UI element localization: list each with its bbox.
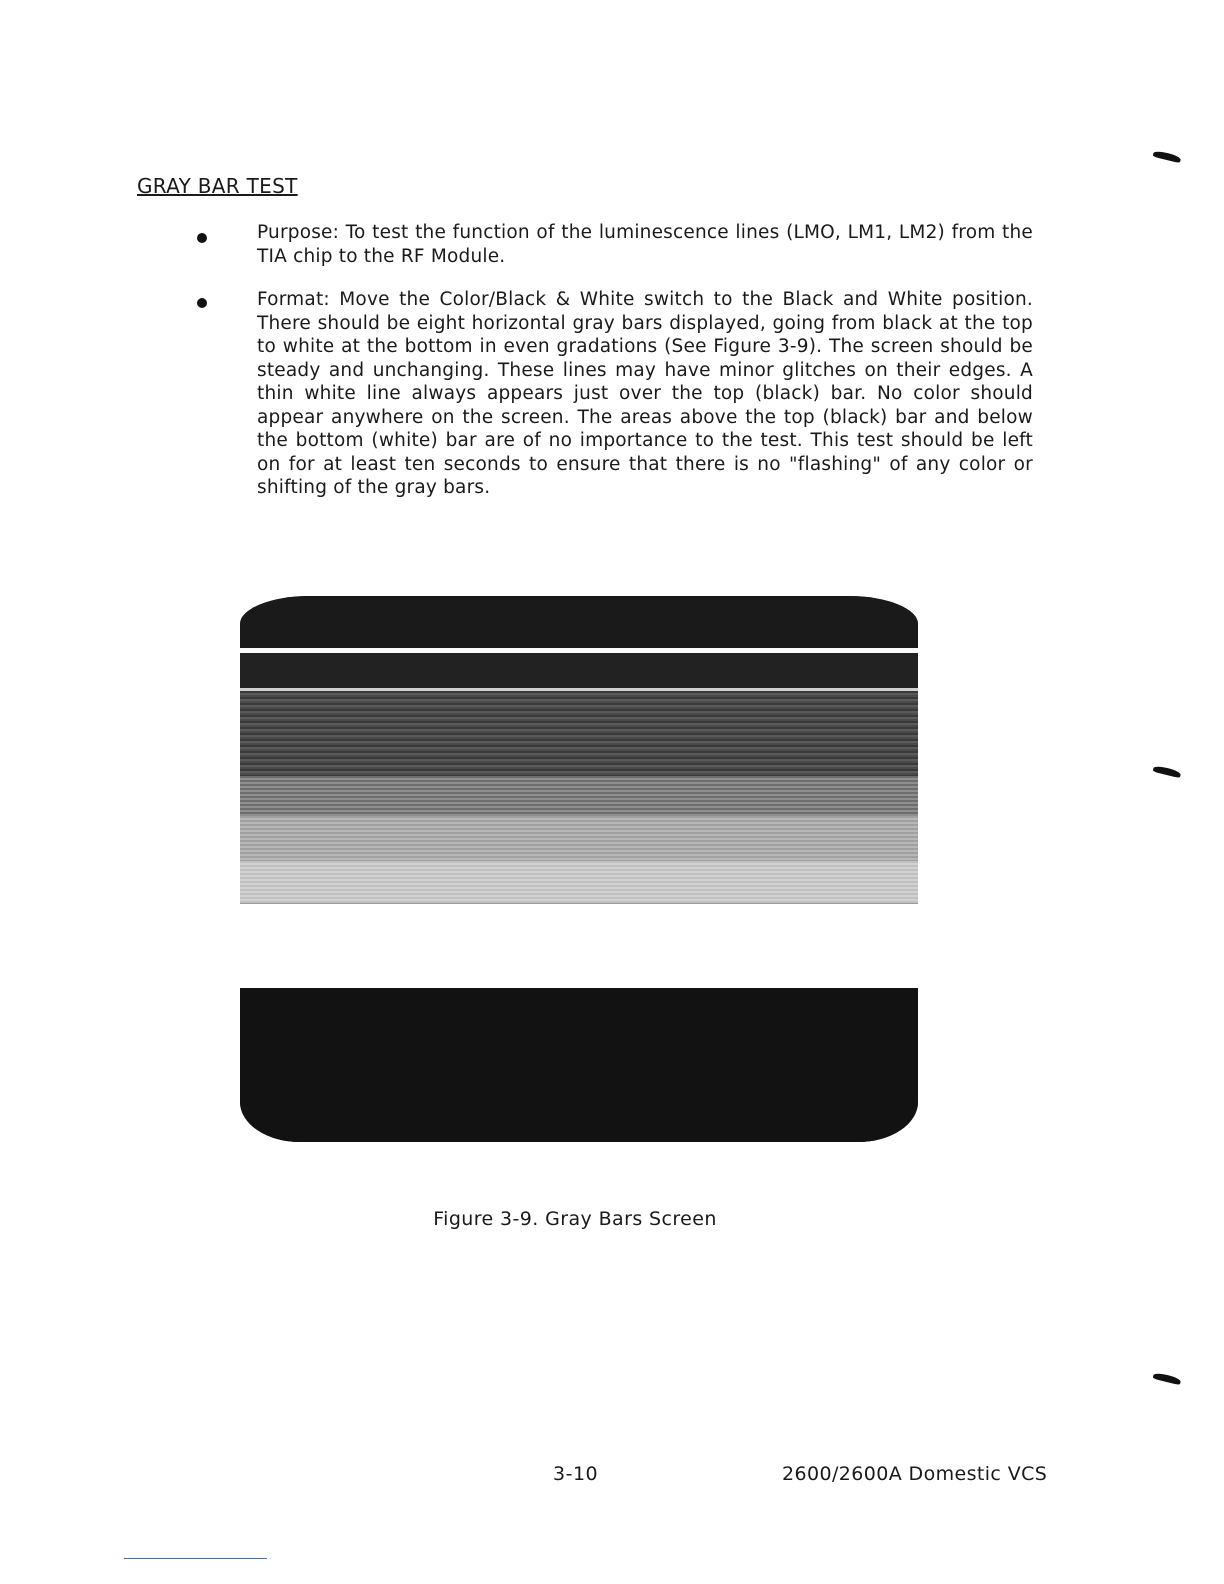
figure-caption: Figure 3-9. Gray Bars Screen xyxy=(433,1208,717,1230)
gray-bar-2 xyxy=(240,691,918,776)
gray-bar-5 xyxy=(240,861,918,903)
gray-bars-screen-figure xyxy=(240,596,918,1142)
gray-bar-1 xyxy=(240,653,918,688)
margin-mark xyxy=(1153,150,1182,164)
gray-bar-4 xyxy=(240,816,918,861)
document-title: 2600/2600A Domestic VCS xyxy=(782,1463,1048,1485)
margin-mark xyxy=(1153,765,1182,779)
format-paragraph: Format: Move the Color/Black & White switch to the Black and White position. There should be eight horizontal gray bars displayed, going from black at the top to white at the bottom in even gradations (See Figure 3-9). The screen should be steady and unchanging. These lines may have minor glitches on their edges. A thin white line always appears just over the top (black) bar. No color should appear anywhere on the screen. The areas above the top (black) bar and below the bottom (white) bar are of no importance to the test. This test should be left on for at least ten seconds to ensure that there is no "flashing" of any color or shifting of the gray bars. xyxy=(257,289,1033,498)
gray-bar-top-black xyxy=(240,596,918,648)
gray-bar-white xyxy=(240,903,918,989)
gray-bar-3 xyxy=(240,776,918,816)
purpose-paragraph: Purpose: To test the function of the luminescence lines (LMO, LM1, LM2) from the TIA chip to the RF Module. xyxy=(257,222,1033,267)
bullet-dot xyxy=(197,233,207,243)
margin-mark xyxy=(1153,1372,1182,1386)
footnote-rule xyxy=(124,1558,267,1559)
page-number: 3-10 xyxy=(553,1463,599,1485)
bullet-dot xyxy=(197,298,207,308)
section-heading: GRAY BAR TEST xyxy=(137,174,298,198)
screen-bottom-area xyxy=(240,988,918,1142)
